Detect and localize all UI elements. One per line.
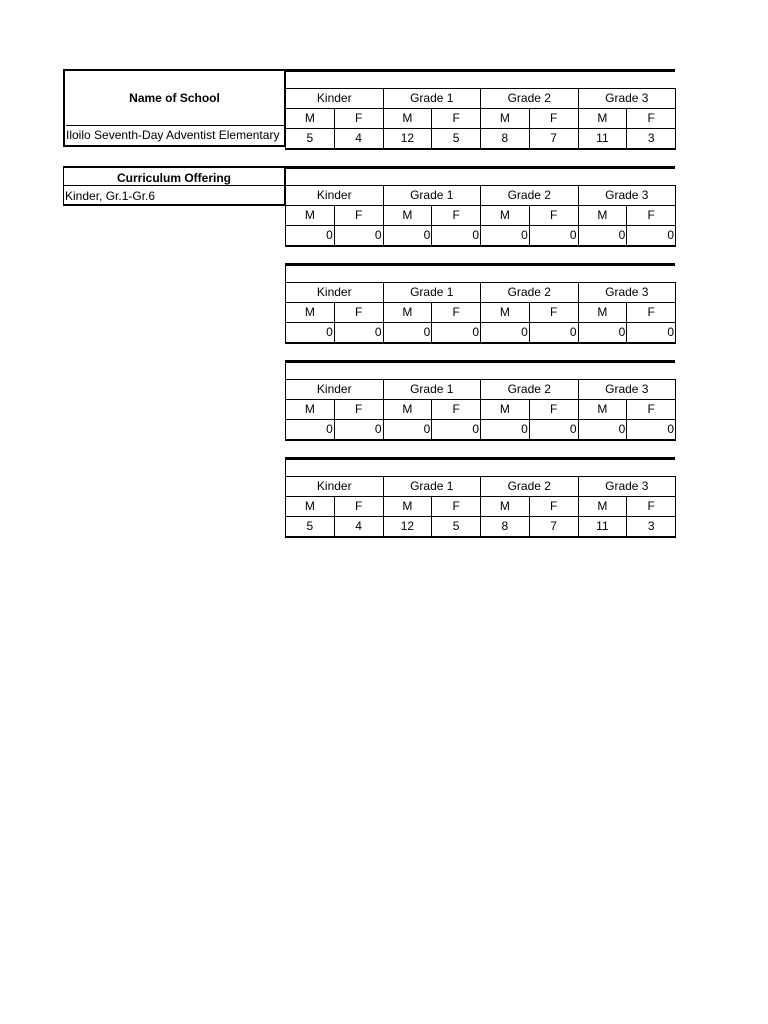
enrollment-value-cell[interactable]: 3	[627, 517, 676, 538]
grade-header: Kinder	[286, 89, 384, 109]
enrollment-value-cell[interactable]: 0	[578, 226, 627, 247]
grade-header: Grade 3	[578, 89, 676, 109]
enrollment-block-1	[285, 69, 675, 150]
enrollment-value-cell[interactable]: 0	[286, 226, 335, 247]
enrollment-table	[285, 185, 676, 247]
enrollment-value-cell[interactable]: 0	[432, 323, 481, 344]
sex-header: M	[481, 206, 530, 226]
grade-header: Grade 2	[481, 477, 579, 497]
sex-header: M	[578, 497, 627, 517]
grade-header: Grade 1	[383, 477, 481, 497]
enrollment-value-cell[interactable]: 0	[627, 420, 676, 441]
enrollment-value-cell[interactable]: 11	[578, 517, 627, 538]
sex-header: M	[481, 303, 530, 323]
enrollment-value-cell[interactable]: 5	[432, 517, 481, 538]
grid-title-bar	[285, 69, 675, 88]
sex-header: M	[286, 109, 335, 129]
enrollment-value-cell[interactable]: 0	[383, 226, 432, 247]
sex-header: M	[286, 497, 335, 517]
enrollment-value-cell[interactable]: 5	[286, 517, 335, 538]
grade-header: Grade 1	[383, 283, 481, 303]
enrollment-block-2	[285, 166, 675, 247]
enrollment-table	[285, 282, 676, 344]
sex-header: M	[383, 206, 432, 226]
enrollment-value-cell[interactable]: 5	[432, 129, 481, 150]
enrollment-value-cell[interactable]: 8	[481, 517, 530, 538]
grade-header: Kinder	[286, 380, 384, 400]
sex-header: M	[578, 109, 627, 129]
sex-header: F	[432, 109, 481, 129]
grade-header: Grade 3	[578, 477, 676, 497]
enrollment-value-cell[interactable]: 0	[383, 420, 432, 441]
sex-header: M	[383, 303, 432, 323]
enrollment-value-cell[interactable]: 0	[627, 323, 676, 344]
enrollment-table	[285, 476, 676, 538]
grade-header: Grade 2	[481, 186, 579, 206]
enrollment-value-cell[interactable]: 4	[334, 129, 383, 150]
sex-header: F	[432, 400, 481, 420]
enrollment-block-4	[285, 360, 675, 441]
enrollment-value-cell[interactable]: 0	[481, 420, 530, 441]
sex-header: F	[529, 109, 578, 129]
grid-title-bar	[285, 166, 675, 185]
sex-header: F	[627, 497, 676, 517]
sex-header: M	[286, 206, 335, 226]
sex-header: M	[383, 109, 432, 129]
sex-header: M	[383, 400, 432, 420]
grade-header: Kinder	[286, 283, 384, 303]
sex-header: M	[481, 497, 530, 517]
enrollment-value-cell[interactable]: 0	[529, 420, 578, 441]
enrollment-value-cell[interactable]: 5	[286, 129, 335, 150]
grade-header: Grade 1	[383, 380, 481, 400]
curriculum-offering-value[interactable]: Kinder, Gr.1-Gr.6	[63, 186, 285, 206]
sex-header: M	[383, 497, 432, 517]
sex-header: M	[286, 303, 335, 323]
enrollment-value-cell[interactable]: 3	[627, 129, 676, 150]
sex-header: M	[481, 400, 530, 420]
grid-title-bar	[285, 457, 675, 476]
grade-header: Grade 3	[578, 186, 676, 206]
enrollment-value-cell[interactable]: 0	[432, 226, 481, 247]
grade-header: Grade 2	[481, 283, 579, 303]
enrollment-block-5	[285, 457, 675, 538]
enrollment-value-cell[interactable]: 0	[286, 420, 335, 441]
sex-header: M	[286, 400, 335, 420]
sex-header: M	[578, 206, 627, 226]
sex-header: F	[529, 206, 578, 226]
enrollment-value-cell[interactable]: 0	[578, 323, 627, 344]
grid-title-bar	[285, 263, 675, 282]
enrollment-value-cell[interactable]: 0	[383, 323, 432, 344]
enrollment-value-cell[interactable]: 0	[432, 420, 481, 441]
grid-title-bar	[285, 360, 675, 379]
sex-header: F	[529, 400, 578, 420]
curriculum-offering-box	[63, 166, 285, 206]
enrollment-value-cell[interactable]: 0	[529, 323, 578, 344]
enrollment-value-cell[interactable]: 7	[529, 517, 578, 538]
enrollment-block-3	[285, 263, 675, 344]
name-of-school-label: Name of School	[129, 91, 220, 105]
sex-header: F	[334, 109, 383, 129]
sex-header: F	[529, 303, 578, 323]
sex-header: F	[627, 206, 676, 226]
sex-header: M	[578, 303, 627, 323]
enrollment-value-cell[interactable]: 12	[383, 517, 432, 538]
sex-header: M	[578, 400, 627, 420]
sex-header: F	[334, 497, 383, 517]
enrollment-value-cell[interactable]: 0	[286, 323, 335, 344]
enrollment-value-cell[interactable]: 0	[481, 323, 530, 344]
sex-header: F	[529, 497, 578, 517]
sex-header: F	[432, 206, 481, 226]
name-of-school-box	[63, 69, 285, 147]
grade-header: Grade 1	[383, 186, 481, 206]
enrollment-value-cell[interactable]: 0	[578, 420, 627, 441]
enrollment-value-cell[interactable]: 0	[334, 323, 383, 344]
grade-header: Kinder	[286, 477, 384, 497]
enrollment-value-cell[interactable]: 0	[529, 226, 578, 247]
enrollment-table	[285, 379, 676, 441]
enrollment-value-cell[interactable]: 0	[334, 420, 383, 441]
school-name-cell[interactable]: Iloilo Seventh-Day Adventist Elementary	[66, 125, 284, 145]
enrollment-value-cell[interactable]: 7	[529, 129, 578, 150]
grade-header: Grade 1	[383, 89, 481, 109]
sex-header: F	[432, 303, 481, 323]
grade-header: Grade 2	[481, 89, 579, 109]
curriculum-offering-label: Curriculum Offering	[63, 166, 285, 186]
sex-header: F	[627, 303, 676, 323]
enrollment-value-cell[interactable]: 0	[627, 226, 676, 247]
enrollment-table	[285, 88, 676, 150]
grade-header: Grade 3	[578, 380, 676, 400]
enrollment-value-cell[interactable]: 11	[578, 129, 627, 150]
sex-header: F	[627, 109, 676, 129]
enrollment-value-cell[interactable]: 4	[334, 517, 383, 538]
enrollment-value-cell[interactable]: 8	[481, 129, 530, 150]
grade-header: Kinder	[286, 186, 384, 206]
sex-header: F	[334, 303, 383, 323]
sex-header: F	[627, 400, 676, 420]
enrollment-value-cell[interactable]: 12	[383, 129, 432, 150]
sex-header: F	[432, 497, 481, 517]
sex-header: F	[334, 400, 383, 420]
sex-header: M	[481, 109, 530, 129]
enrollment-value-cell[interactable]: 0	[334, 226, 383, 247]
sex-header: F	[334, 206, 383, 226]
grade-header: Grade 2	[481, 380, 579, 400]
grade-header: Grade 3	[578, 283, 676, 303]
enrollment-value-cell[interactable]: 0	[481, 226, 530, 247]
